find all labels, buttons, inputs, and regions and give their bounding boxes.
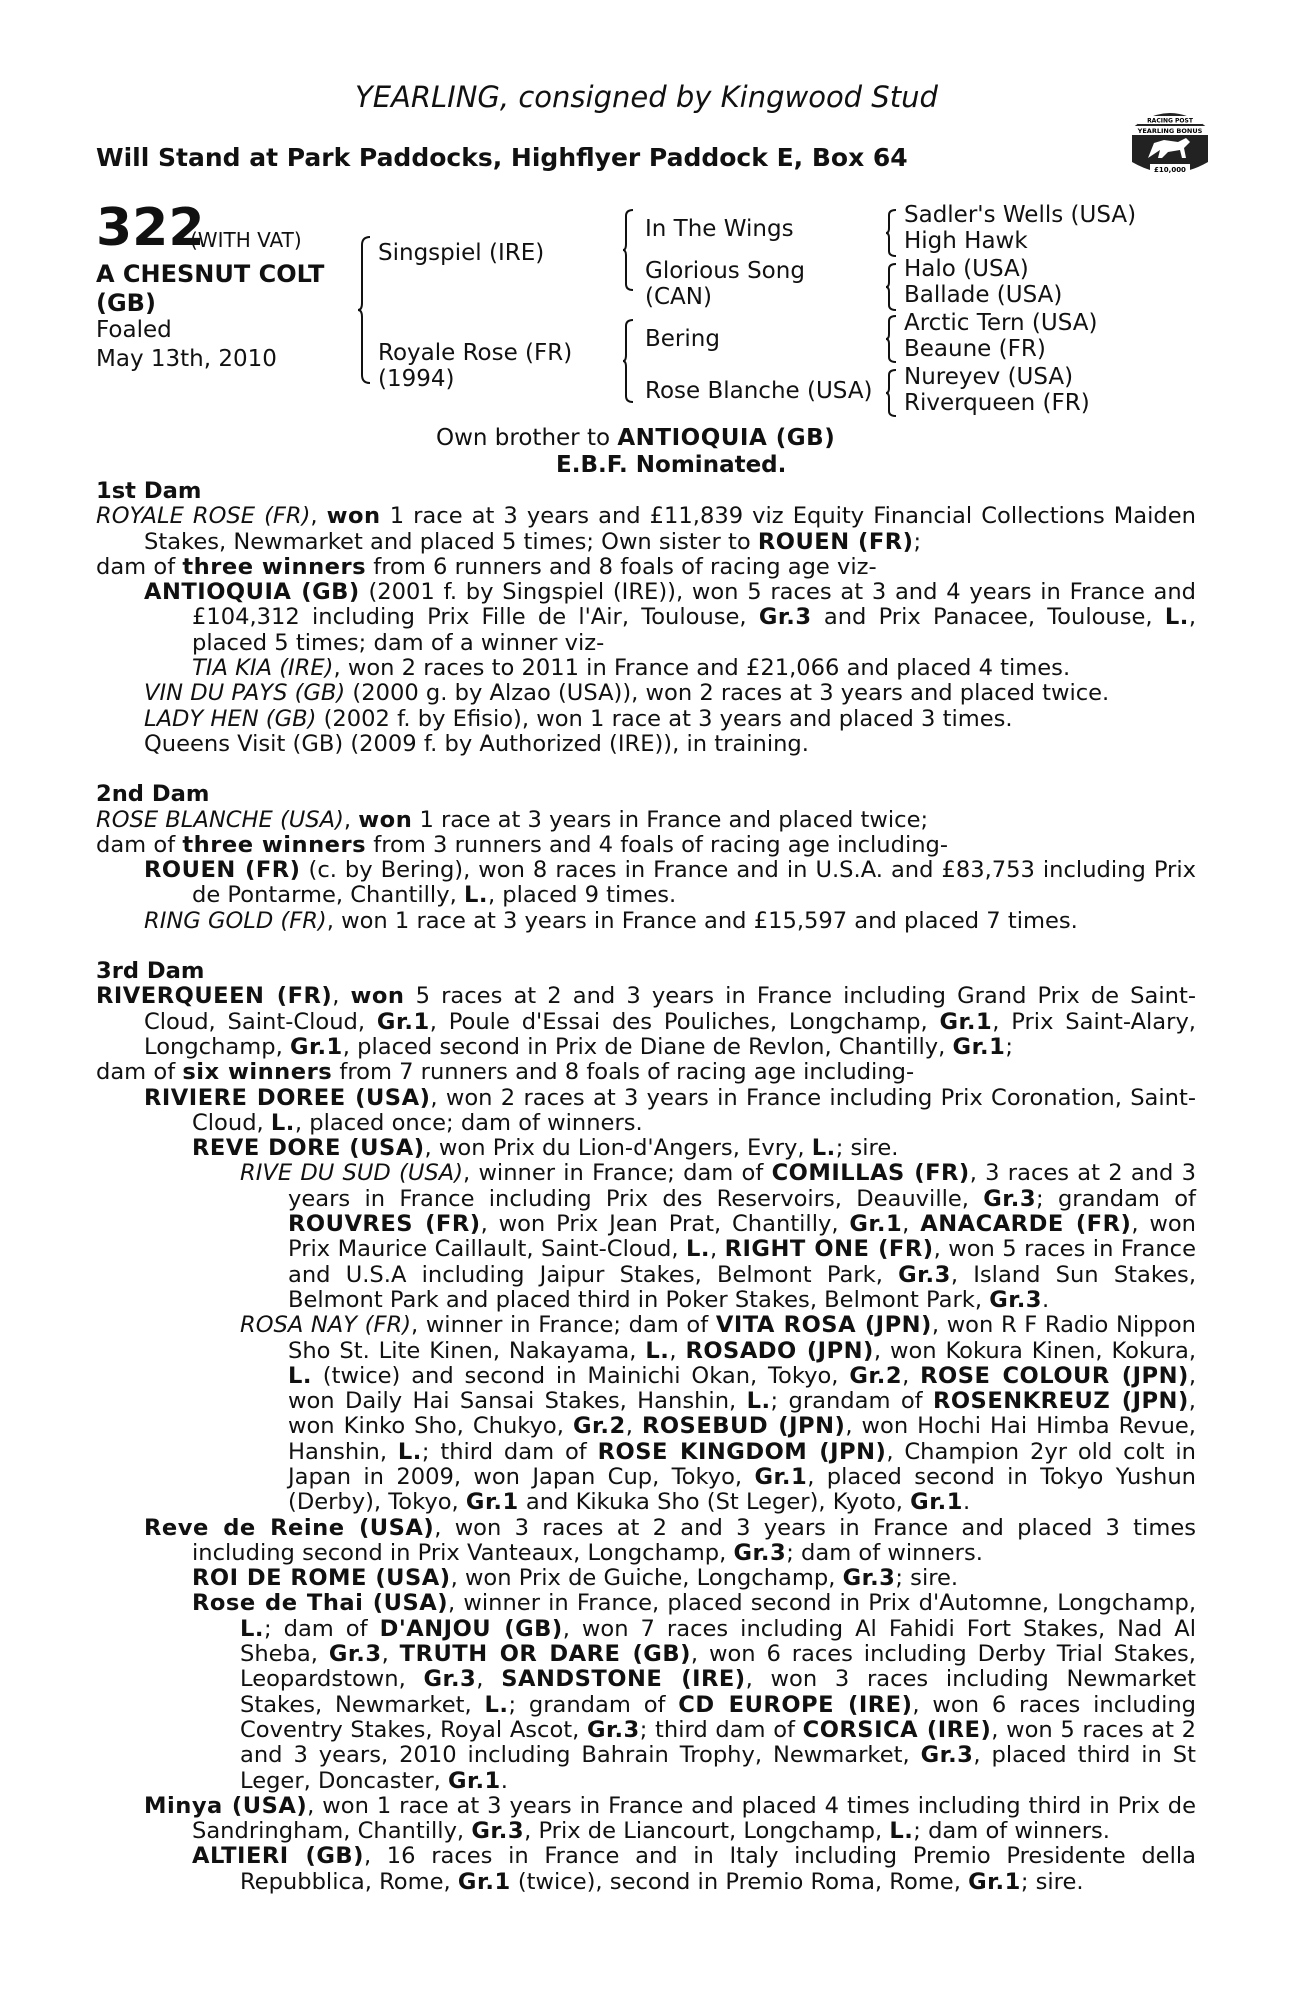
produce-rouen: ROUEN (FR) (c. by Bering), won 8 races in France and in U.S.A. and £83,753 including Prix de Pontarme, Chantilly, L., placed 9 times. xyxy=(144,857,1196,909)
own-brother-prefix: Own brother to xyxy=(436,425,618,451)
first-dam-produce-intro: dam of three winners from 6 runners and 8 foals of racing age viz- xyxy=(96,553,877,580)
pedigree-brace-g3-1 xyxy=(886,208,898,258)
badge-amount-text: £10,000 xyxy=(1154,166,1186,174)
produce-altieri: ALTIERI (GB), 16 races in France and in Italy including Premio Presidente della Repubblica, Rome, Gr.1 (twice), second in Premio Roma, Rome, Gr.1; sire. xyxy=(192,1843,1196,1895)
third-dam-produce-intro: dam of six winners from 7 runners and 8 foals of racing age including- xyxy=(96,1059,915,1086)
produce-antioquia: ANTIOQUIA (GB) (2001 f. by Singspiel (IRE)), won 5 races at 3 and 4 years in France and £104,312 including Prix Fille de l'Air, Toulouse, Gr.3 and Prix Panacee, Toulouse, L., placed 5 times; dam of a winner viz- xyxy=(144,579,1197,656)
vat-label: (WITH VAT) xyxy=(190,228,302,252)
third-dam-entry: RIVERQUEEN (FR), won 5 races at 2 and 3 years in France including Grand Prix de Saint-Cloud, Saint-Cloud, Gr.1, Poule d'Essai des Pouliches, Longchamp, Gr.1, Prix Saint-Alary, Longchamp, Gr.1, placed second in Prix de Diane de Revlon, Chantilly, Gr.1; xyxy=(96,983,1196,1060)
own-brother-line xyxy=(436,425,835,451)
pedigree-brace-sire xyxy=(623,208,635,292)
pedigree-gen2-3: Bering xyxy=(645,326,720,352)
pedigree-brace-g3-2 xyxy=(886,262,898,312)
produce-reve-dore: REVE DORE (USA), won Prix du Lion-d'Angers, Evry, L.; sire. xyxy=(192,1135,899,1162)
produce-tia-kia: TIA KIA (IRE), won 2 races to 2011 in France and £21,066 and placed 4 times. xyxy=(192,655,1071,682)
second-dam-produce-intro: dam of three winners from 3 runners and 4 foals of racing age including- xyxy=(96,831,949,858)
pedigree-brace-g3-3 xyxy=(886,314,898,364)
pedigree-dam: Royale Rose (FR) xyxy=(378,340,573,366)
produce-riviere-doree: RIVIERE DOREE (USA), won 2 races at 3 years in France including Prix Coronation, Saint-Cloud, L., placed once; dam of winners. xyxy=(144,1084,1196,1136)
first-dam-entry: ROYALE ROSE (FR), won 1 race at 3 years and £11,839 viz Equity Financial Collections Maiden Stakes, Newmarket and placed 5 times; Own sister to ROUEN (FR); xyxy=(96,503,1196,555)
foaled-date: May 13th, 2010 xyxy=(96,346,277,372)
produce-rosa-nay: ROSA NAY (FR), winner in France; dam of VITA ROSA (JPN), won R F Radio Nippon Sho St. Lite Kinen, Nakayama, L., ROSADO (JPN), won Kokura Kinen, Kokura, L. (twice) and second in Mainichi Okan, Tokyo, Gr.2, ROSE COLOUR (JPN), won Daily Hai Sansai Stakes, Hanshin, L.; grandam of ROSENKREUZ (JPN), won Kinko Sho, Chukyo, Gr.2, ROSEBUD (JPN), won Hochi Hai Himba Revue, Hanshin, L.; third dam of ROSE KINGDOM (JPN), Champion 2yr old colt in Japan in 2009, won Japan Cup, Tokyo, Gr.1, placed second in Tokyo Yushun (Derby), Tokyo, Gr.1 and Kikuka Sho (St Leger), Kyoto, Gr.1. xyxy=(240,1312,1196,1516)
pedigree-gen3-7: Nureyev (USA) xyxy=(904,364,1074,390)
second-dam-heading: 2nd Dam xyxy=(96,781,210,808)
produce-reve-de-reine: Reve de Reine (USA), won 3 races at 2 and 3 years in France and placed 3 times including second in Prix Vanteaux, Longchamp, Gr.3; dam of winners. xyxy=(144,1514,1196,1566)
badge-mid-text: YEARLING BONUS xyxy=(1137,127,1203,135)
foaled-label: Foaled xyxy=(96,317,172,343)
pedigree-gen3-6: Beaune (FR) xyxy=(904,336,1046,362)
first-dam-heading: 1st Dam xyxy=(96,478,202,504)
pedigree-gen2-4: Rose Blanche (USA) xyxy=(645,378,873,404)
pedigree-gen3-1: Sadler's Wells (USA) xyxy=(904,202,1137,228)
produce-lady-hen: LADY HEN (GB) (2002 f. by Efisio), won 1 race at 3 years and placed 3 times. xyxy=(144,705,1013,732)
pedigree-gen3-3: Halo (USA) xyxy=(904,256,1029,282)
pedigree-notes xyxy=(96,479,1196,1895)
lot-description-line2: (GB) xyxy=(96,289,156,317)
racing-post-bonus-logo xyxy=(1128,98,1212,184)
lot-description-line1: A CHESNUT COLT xyxy=(96,260,325,288)
pedigree-brace-dam xyxy=(623,318,635,404)
third-dam-heading: 3rd Dam xyxy=(96,958,205,985)
pedigree-gen3-5: Arctic Tern (USA) xyxy=(904,310,1098,336)
location-line: Will Stand at Park Paddocks, Highflyer Paddock E, Box 64 xyxy=(96,143,908,172)
own-brother-name: ANTIOQUIA (GB) xyxy=(617,425,836,451)
second-dam-entry: ROSE BLANCHE (USA), won 1 race at 3 years in France and placed twice; xyxy=(96,806,929,833)
produce-roi-de-rome: ROI DE ROME (USA), won Prix de Guiche, Longchamp, Gr.3; sire. xyxy=(192,1565,959,1592)
pedigree-dam-year: (1994) xyxy=(378,366,455,392)
produce-queens-visit: Queens Visit (GB) (2009 f. by Authorized (IRE)), in training. xyxy=(144,730,809,757)
pedigree-gen3-2: High Hawk xyxy=(904,228,1028,254)
produce-rive-du-sud: RIVE DU SUD (USA), winner in France; dam of COMILLAS (FR), 3 races at 2 and 3 years in France including Prix des Reservoirs, Deauville, Gr.3; grandam of ROUVRES (FR), won Prix Jean Prat, Chantilly, Gr.1, ANACARDE (FR), won Prix Maurice Caillault, Saint-Cloud, L., RIGHT ONE (FR), won 5 races in France and U.S.A including Jaipur Stakes, Belmont Park, Gr.3, Island Sun Stakes, Belmont Park and placed third in Poker Stakes, Belmont Park, Gr.3. xyxy=(240,1160,1196,1313)
lot-description xyxy=(96,260,324,318)
pedigree-gen3-4: Ballade (USA) xyxy=(904,282,1063,308)
consignment-line: YEARLING, consigned by Kingwood Stud xyxy=(355,80,938,114)
badge-top-text: RACING POST xyxy=(1147,117,1193,125)
pedigree-gen2-2b: (CAN) xyxy=(645,284,712,310)
pedigree-gen2-2: Glorious Song xyxy=(645,258,805,284)
pedigree-gen3-8: Riverqueen (FR) xyxy=(904,390,1090,416)
produce-minya: Minya (USA), won 1 race at 3 years in France and placed 4 times including third in Prix de Sandringham, Chantilly, Gr.3, Prix de Liancourt, Longchamp, L.; dam of winners. xyxy=(144,1792,1197,1845)
foaled-info xyxy=(96,316,277,374)
lot-number: 322 xyxy=(96,198,205,258)
pedigree-sire: Singspiel (IRE) xyxy=(378,240,545,266)
pedigree-brace-main xyxy=(358,235,372,385)
produce-vin-du-pays: VIN DU PAYS (GB) (2000 g. by Alzao (USA)), won 2 races at 3 years and placed twice. xyxy=(144,680,1110,707)
ebf-nominated: E.B.F. Nominated. xyxy=(556,452,787,478)
produce-rose-de-thai: Rose de Thai (USA), winner in France, placed second in Prix d'Automne, Longchamp, L.; dam of D'ANJOU (GB), won 7 races including Al Fahidi Fort Stakes, Nad Al Sheba, Gr.3, TRUTH OR DARE (GB), won 6 races including Derby Trial Stakes, Leopardstown, Gr.3, SANDSTONE (IRE), won 3 races including Newmarket Stakes, Newmarket, L.; grandam of CD EUROPE (IRE), won 6 races including Coventry Stakes, Royal Ascot, Gr.3; third dam of CORSICA (IRE), won 5 races at 2 and 3 years, 2010 including Bahrain Trophy, Newmarket, Gr.3, placed third in St Leger, Doncaster, Gr.1. xyxy=(192,1590,1197,1794)
pedigree-gen2-1: In The Wings xyxy=(645,216,794,242)
pedigree-brace-g3-4 xyxy=(886,368,898,418)
produce-ring-gold: RING GOLD (FR), won 1 race at 3 years in France and £15,597 and placed 7 times. xyxy=(144,907,1078,934)
